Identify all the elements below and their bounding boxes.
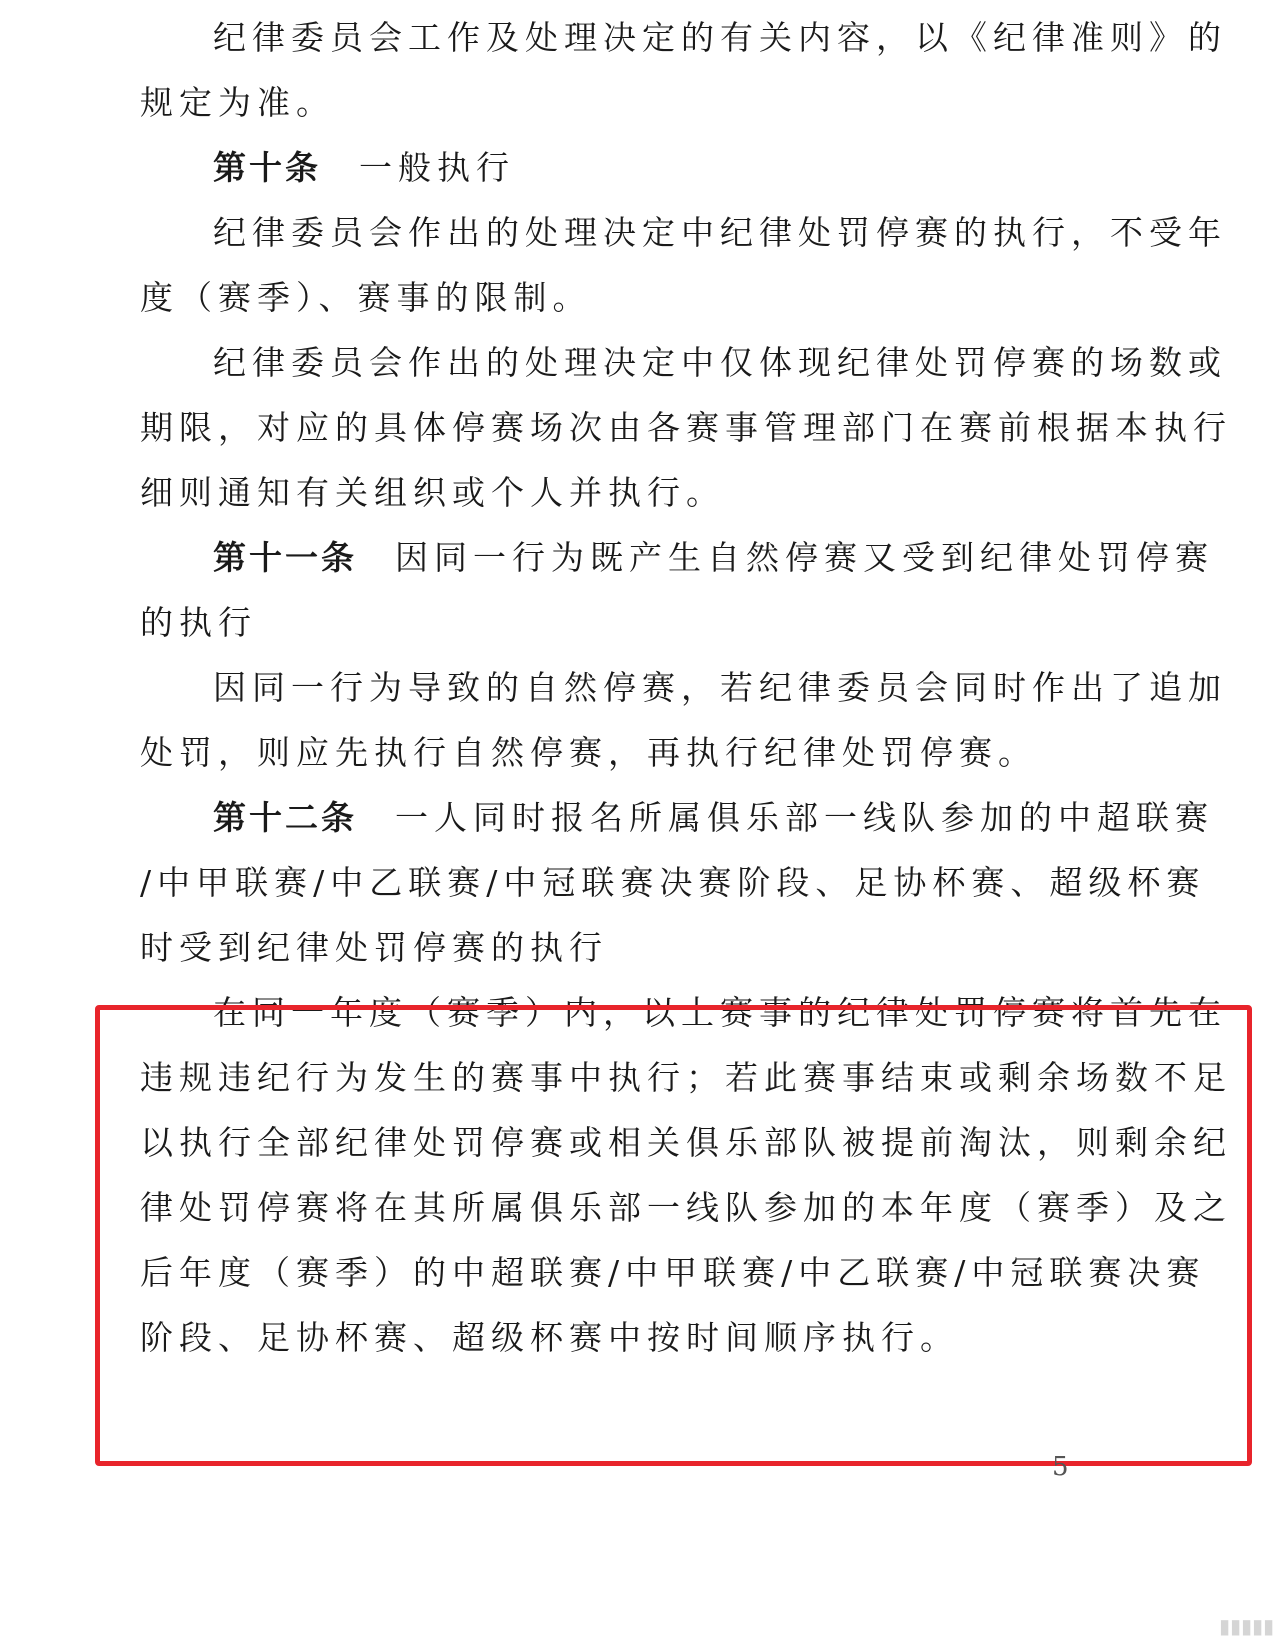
article-11-heading	[213, 536, 1214, 580]
highlighted-line: 阶段、足协杯赛、超级杯赛中按时间顺序执行。	[140, 1318, 959, 1357]
text-line: 纪律委员会作出的处理决定中纪律处罚停赛的执行，不受年	[213, 213, 1227, 252]
page-number: 5	[1052, 1452, 1069, 1482]
text-line: 的执行	[140, 603, 257, 642]
article-10-heading	[213, 146, 1160, 190]
highlighted-line: 律处罚停赛将在其所属俱乐部一线队参加的本年度（赛季）及之	[140, 1188, 1232, 1227]
highlighted-line: 后年度（赛季）的中超联赛/中甲联赛/中乙联赛/中冠联赛决赛	[140, 1253, 1206, 1292]
red-highlight-box	[95, 1005, 1252, 1466]
text-line: 处罚，则应先执行自然停赛，再执行纪律处罚停赛。	[140, 733, 1037, 772]
watermark-mark: ▮▮▮▮▮	[1218, 1614, 1274, 1638]
article-title: 一般执行	[359, 148, 515, 187]
article-label: 第十二条	[213, 798, 357, 837]
article-12-heading	[213, 796, 1214, 840]
highlighted-line: 以执行全部纪律处罚停赛或相关俱乐部队被提前淘汰，则剩余纪	[140, 1123, 1232, 1162]
highlighted-line: 违规违纪行为发生的赛事中执行；若此赛事结束或剩余场数不足	[140, 1058, 1232, 1097]
text-line: 因同一行为导致的自然停赛，若纪律委员会同时作出了追加	[213, 668, 1227, 707]
text-line: 期限，对应的具体停赛场次由各赛事管理部门在赛前根据本执行	[140, 408, 1232, 447]
article-label: 第十一条	[213, 538, 357, 577]
article-title: 因同一行为既产生自然停赛又受到纪律处罚停赛	[395, 538, 1214, 577]
article-label: 第十条	[213, 148, 321, 187]
text-line: /中甲联赛/中乙联赛/中冠联赛决赛阶段、足协杯赛、超级杯赛	[140, 863, 1206, 902]
text-line: 纪律委员会工作及处理决定的有关内容，以《纪律准则》的	[213, 18, 1227, 57]
highlighted-line: 在同一年度（赛季）内，以上赛事的纪律处罚停赛将首先在	[213, 993, 1227, 1032]
article-title: 一人同时报名所属俱乐部一线队参加的中超联赛	[395, 798, 1214, 837]
text-line: 细则通知有关组织或个人并执行。	[140, 473, 725, 512]
text-line: 规定为准。	[140, 83, 335, 122]
text-line: 度（赛季）、赛事的限制。	[140, 278, 592, 317]
text-line: 纪律委员会作出的处理决定中仅体现纪律处罚停赛的场数或	[213, 343, 1227, 382]
text-line-cut: 时受到纪律处罚停赛的执行	[140, 928, 608, 967]
